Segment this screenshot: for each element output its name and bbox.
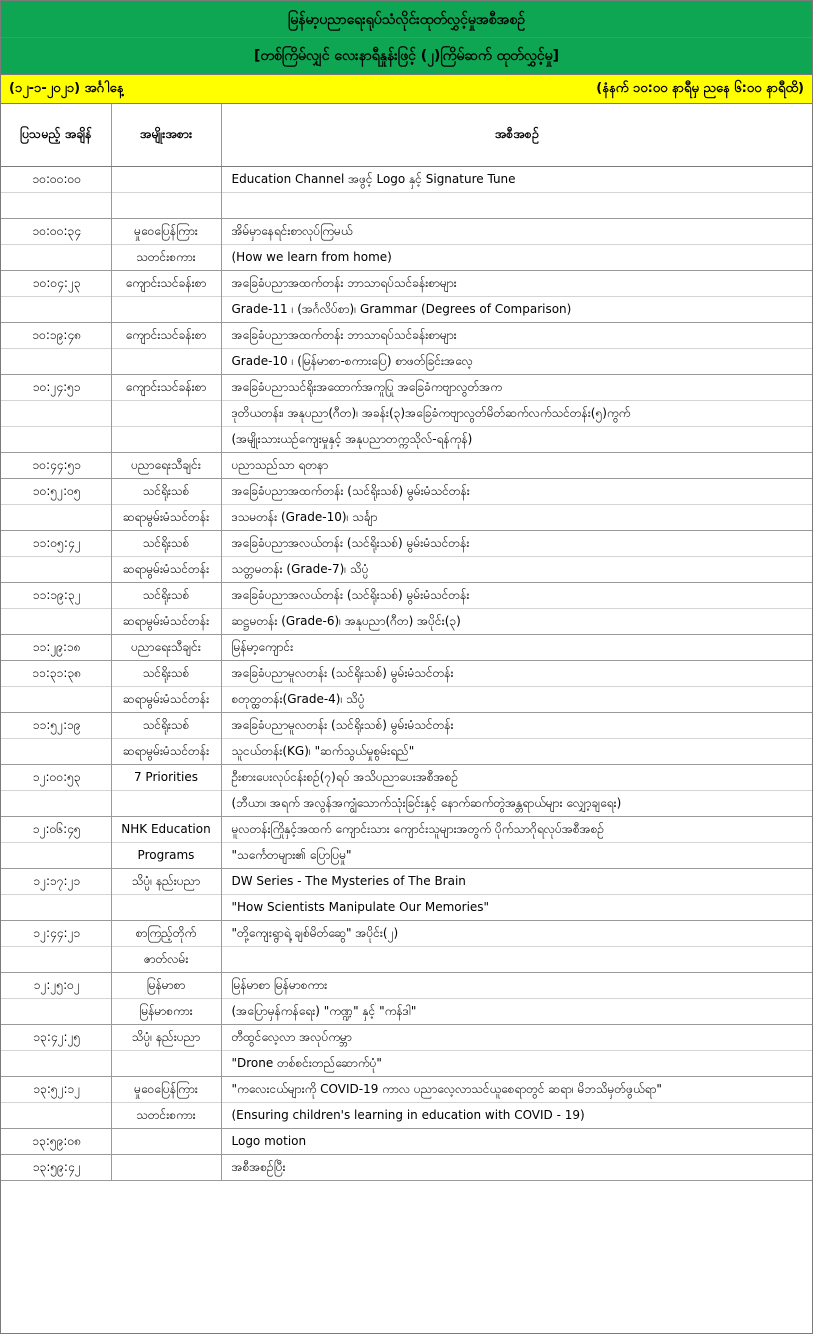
program-text: ဒုတိယတန်း၊ အနုပညာ(ဂီတ)၊ အခန်း(၃)အခြေခံကဗျာလွတ်မိတ်ဆက်လက်သင်တန်း(၅)ကွက် bbox=[222, 400, 813, 426]
cell-program bbox=[221, 583, 812, 635]
cell-time bbox=[1, 271, 111, 323]
cell-program bbox=[221, 661, 812, 713]
page-subtitle: [တစ်ကြိမ်လျှင် လေးနာရီနှုန်းဖြင့် (၂)ကြိမ်ဆက် ထုတ်လွှင့်မှု] bbox=[1, 38, 812, 75]
cell-category bbox=[111, 583, 221, 635]
table-row bbox=[1, 817, 812, 869]
table-header-row bbox=[1, 104, 812, 167]
program-text: ဦးစားပေးလုပ်ငန်းစဉ်(၇)ရပ် အသိပညာပေးအစီအစဉ် bbox=[231, 770, 459, 784]
cell-program bbox=[221, 817, 812, 869]
category-text: သင်ရိုးသစ် bbox=[142, 484, 190, 498]
category-text: ပညာရေးသီချင်း bbox=[131, 458, 201, 472]
program-text: "ကလေးငယ်များကို COVID-19 ကာလ ပညာလေ့လာသင်ယူစေရာတွင် ဆရာ၊ မိဘသိမှတ်ဖွယ်ရာ" bbox=[231, 1082, 662, 1096]
category-text: ဆရာမွမ်းမံသင်တန်း bbox=[112, 556, 221, 582]
category-text: သင်ရိုးသစ် bbox=[142, 536, 190, 550]
column-header-program: အစီအစဉ် bbox=[221, 104, 812, 167]
table-row bbox=[1, 973, 812, 1025]
cell-category bbox=[111, 973, 221, 1025]
cell-category bbox=[111, 1155, 221, 1181]
cell-program bbox=[221, 531, 812, 583]
table-row bbox=[1, 661, 812, 713]
category-text: မြန်မာစာ bbox=[146, 978, 186, 992]
table-row bbox=[1, 921, 812, 973]
category-text bbox=[112, 1129, 221, 1154]
program-text: အခြေခံပညာအလယ်တန်း (သင်ရိုးသစ်) မွမ်းမံသင်တန်း bbox=[231, 536, 470, 550]
category-text: ဆရာမွမ်းမံသင်တန်း bbox=[112, 608, 221, 634]
table-row bbox=[1, 1155, 812, 1181]
program-text: ဆဋ္ဌမတန်း (Grade-6)၊ အနုပညာ(ဂီတ) အပိုင်း(၃) bbox=[222, 608, 813, 634]
program-text: အခြေခံပညာမူလတန်း (သင်ရိုးသစ်) မွမ်းမံသင်တန်း bbox=[231, 666, 454, 680]
cell-category bbox=[111, 271, 221, 323]
program-text: Education Channel အဖွင့် Logo နှင့် Signature Tune bbox=[231, 172, 516, 186]
broadcast-hours: (နံနက် ၁၀:၀၀ နာရီမှ ညနေ ၆:၀၀ နာရီထိ) bbox=[596, 80, 804, 96]
table-row bbox=[1, 1129, 812, 1155]
cell-category bbox=[111, 635, 221, 661]
program-text: Logo motion bbox=[231, 1134, 307, 1148]
table-row bbox=[1, 531, 812, 583]
category-text: ဆရာမွမ်းမံသင်တန်း bbox=[112, 686, 221, 712]
cell-time bbox=[1, 375, 111, 453]
cell-time bbox=[1, 1155, 111, 1181]
cell-program bbox=[221, 713, 812, 765]
table-row bbox=[1, 479, 812, 531]
cell-program bbox=[221, 323, 812, 375]
category-text: 7 Priorities bbox=[133, 770, 199, 784]
time-text: ၁၂:၁၇:၂၁ bbox=[33, 874, 81, 888]
cell-time bbox=[1, 453, 111, 479]
program-text: ပညာသည်သာ ရတနာ bbox=[231, 458, 329, 472]
table-row bbox=[1, 765, 812, 817]
cell-category bbox=[111, 661, 221, 713]
category-text: ကျောင်းသင်ခန်းစာ bbox=[125, 380, 207, 394]
cell-time bbox=[1, 167, 111, 219]
table-row bbox=[1, 375, 812, 453]
program-text: အခြေခံပညာသင်ရိုးအထောက်အကူပြု အခြေခံကဗျာလွတ်အက bbox=[231, 380, 502, 394]
program-text: (ဘီယာ၊ အရက် အလွန်အကျွံသောက်သုံးခြင်းနှင့် နောက်ဆက်တွဲအန္တရာယ်များ လျှော့ချရေး) bbox=[222, 790, 813, 816]
program-text: စတုတ္ထတန်း(Grade-4)၊ သိပ္ပံ bbox=[222, 686, 813, 712]
category-text: NHK Education bbox=[121, 822, 211, 836]
program-text: အစီအစဉ်ပြီး bbox=[231, 1160, 286, 1174]
program-text: (Ensuring children's learning in education with COVID - 19) bbox=[222, 1102, 813, 1128]
time-text: ၁၂:၀၀:၅၃ bbox=[32, 770, 81, 784]
time-text: ၁၁:၅၂:၁၉ bbox=[32, 718, 81, 732]
program-text: မြန်မာ့ကျောင်း bbox=[231, 640, 294, 654]
category-text: မြန်မာစကား bbox=[112, 998, 221, 1024]
time-text: ၁၃:၄၂:၂၅ bbox=[33, 1030, 81, 1044]
program-text: Grade-11 ၊ (အင်္ဂလိပ်စာ)၊ Grammar (Degrees of Comparison) bbox=[222, 296, 813, 322]
program-text: အခြေခံပညာအလယ်တန်း (သင်ရိုးသစ်) မွမ်းမံသင်တန်း bbox=[231, 588, 470, 602]
table-row bbox=[1, 713, 812, 765]
program-text: (How we learn from home) bbox=[222, 244, 813, 270]
cell-time bbox=[1, 219, 111, 271]
category-text: ဆရာမွမ်းမံသင်တန်း bbox=[112, 738, 221, 764]
cell-program bbox=[221, 765, 812, 817]
time-text: ၁၃:၅၉:၀၈ bbox=[32, 1134, 82, 1148]
program-text: (အပြောမှန်ကန်ရေး) "ကဏ္ဍ" နှင့် "ကန်ဒါ" bbox=[222, 998, 813, 1024]
cell-time bbox=[1, 635, 111, 661]
table-row bbox=[1, 323, 812, 375]
category-text: သတင်းစကား bbox=[112, 244, 221, 270]
category-text: Programs bbox=[112, 842, 221, 868]
category-text: သင်ရိုးသစ် bbox=[142, 666, 190, 680]
table-row bbox=[1, 1077, 812, 1129]
time-text: ၁၃:၅၂:၁၂ bbox=[33, 1082, 81, 1096]
program-text: (အမျိုးသားယဉ်ကျေးမှုနှင့် အနုပညာတက္ကသိုလ်-ရန်ကုန်) bbox=[222, 426, 813, 452]
table-row bbox=[1, 869, 812, 921]
cell-program bbox=[221, 271, 812, 323]
category-text: သိပ္ပံ၊ နည်းပညာ bbox=[131, 874, 201, 888]
program-text: "How Scientists Manipulate Our Memories" bbox=[222, 894, 813, 920]
program-text: အခြေခံပညာမူလတန်း (သင်ရိုးသစ်) မွမ်းမံသင်တန်း bbox=[231, 718, 454, 732]
table-row bbox=[1, 583, 812, 635]
time-text: ၁၀:၅၂:၀၅ bbox=[32, 484, 81, 498]
time-text: ၁၀:၀၄:၂၃ bbox=[32, 276, 81, 290]
cell-time bbox=[1, 765, 111, 817]
time-text: ၁၀:၁၉:၄၈ bbox=[32, 328, 82, 342]
cell-category bbox=[111, 479, 221, 531]
program-text: မူလတန်းကြိုနှင့်အထက် ကျောင်းသား ကျောင်းသူများအတွက် ပိုက်သာဂိုရလုပ်အစီအစဉ် bbox=[231, 822, 605, 836]
cell-program bbox=[221, 921, 812, 973]
program-text: အခြေခံပညာအထက်တန်း ဘာသာရပ်သင်ခန်းစာများ bbox=[231, 328, 457, 342]
category-text bbox=[112, 1155, 221, 1180]
program-text: "သင်္ကေတများ၏ ပြောပြမှု" bbox=[222, 842, 813, 868]
cell-category bbox=[111, 531, 221, 583]
cell-program bbox=[221, 219, 812, 271]
cell-program bbox=[221, 167, 812, 219]
table-row bbox=[1, 167, 812, 219]
cell-category bbox=[111, 1129, 221, 1155]
time-text: ၁၃:၅၉:၄၂ bbox=[32, 1160, 81, 1174]
program-text bbox=[222, 192, 813, 218]
cell-program bbox=[221, 479, 812, 531]
cell-time bbox=[1, 713, 111, 765]
schedule-table bbox=[1, 104, 812, 1181]
time-text: ၁၂:၂၅:၀၂ bbox=[33, 978, 80, 992]
cell-program bbox=[221, 1025, 812, 1077]
program-text: ဒသမတန်း (Grade-10)၊ သင်္ချာ bbox=[222, 504, 813, 530]
program-text: တီထွင်လေ့လာ အလုပ်ကမ္ဘာ bbox=[231, 1030, 352, 1044]
table-row bbox=[1, 635, 812, 661]
category-text bbox=[112, 167, 221, 192]
time-text: ၁၀:၀၀:၃၄ bbox=[32, 224, 82, 238]
category-text: ကျောင်းသင်ခန်းစာ bbox=[125, 276, 207, 290]
column-header-time: ပြသမည့် အချိန် bbox=[1, 104, 111, 167]
page-title: မြန်မာ့ပညာရေးရုပ်သံလိုင်းထုတ်လွှင့်မှုအစီအစဉ် bbox=[1, 1, 812, 38]
cell-category bbox=[111, 323, 221, 375]
program-text: သတ္တမတန်း (Grade-7)၊ သိပ္ပံ bbox=[222, 556, 813, 582]
cell-program bbox=[221, 635, 812, 661]
program-text: "တို့ကျေးရွာရဲ့ ချစ်မိတ်ဆွေ" အပိုင်း(၂) bbox=[231, 926, 399, 940]
cell-time bbox=[1, 1077, 111, 1129]
cell-time bbox=[1, 661, 111, 713]
cell-program bbox=[221, 973, 812, 1025]
cell-program bbox=[221, 869, 812, 921]
column-header-category: အမျိုးအစား bbox=[111, 104, 221, 167]
category-text: ပညာရေးသီချင်း bbox=[131, 640, 201, 654]
table-row bbox=[1, 1025, 812, 1077]
time-text: ၁၁:၂၉:၁၈ bbox=[32, 640, 81, 654]
table-row bbox=[1, 219, 812, 271]
time-text: ၁၁:၀၅:၄၂ bbox=[32, 536, 81, 550]
cell-time bbox=[1, 583, 111, 635]
cell-category bbox=[111, 219, 221, 271]
program-text bbox=[222, 946, 813, 972]
cell-category bbox=[111, 375, 221, 453]
cell-time bbox=[1, 1025, 111, 1077]
program-text: မြန်မာစာ မြန်မာစကား bbox=[231, 978, 328, 992]
category-text: သင်ရိုးသစ် bbox=[142, 588, 190, 602]
cell-program bbox=[221, 1155, 812, 1181]
cell-time bbox=[1, 479, 111, 531]
time-text: ၁၂:၀၆:၄၅ bbox=[32, 822, 81, 836]
category-text: ဇာတ်လမ်း bbox=[112, 946, 221, 972]
program-text: အခြေခံပညာအထက်တန်း (သင်ရိုးသစ်) မွမ်းမံသင်တန်း bbox=[231, 484, 470, 498]
program-text: Grade-10 ၊ (မြန်မာစာ-စကားပြေ) စာဖတ်ခြင်းအလေ့ bbox=[222, 348, 813, 374]
category-text: မှုဝေပြေန်ကြား bbox=[134, 224, 198, 238]
cell-category bbox=[111, 713, 221, 765]
cell-time bbox=[1, 817, 111, 869]
category-text: ကျောင်းသင်ခန်းစာ bbox=[125, 328, 207, 342]
cell-time bbox=[1, 323, 111, 375]
cell-category bbox=[111, 167, 221, 219]
program-text: "Drone တစ်စင်းတည်ဆောက်ပုံ" bbox=[222, 1050, 813, 1076]
category-text: စာကြည့်တိုက် bbox=[135, 926, 197, 940]
category-text: သတင်းစကား bbox=[112, 1102, 221, 1128]
time-text: ၁၀:၀၀:၀၀ bbox=[32, 172, 82, 186]
time-text: ၁၁:၁၉:၃၂ bbox=[32, 588, 81, 602]
cell-time bbox=[1, 973, 111, 1025]
time-text: ၁၁:၃၁:၃၈ bbox=[32, 666, 82, 680]
cell-program bbox=[221, 375, 812, 453]
time-text: ၁၂:၄၄:၂၁ bbox=[33, 926, 81, 940]
time-text: ၁၀:၂၄:၅၁ bbox=[32, 380, 81, 394]
cell-category bbox=[111, 817, 221, 869]
category-text: သင်ရိုးသစ် bbox=[142, 718, 190, 732]
program-text: DW Series - The Mysteries of The Brain bbox=[231, 874, 466, 888]
table-row bbox=[1, 271, 812, 323]
cell-time bbox=[1, 1129, 111, 1155]
cell-category bbox=[111, 1077, 221, 1129]
cell-program bbox=[221, 1077, 812, 1129]
category-text: သိပ္ပံ၊ နည်းပညာ bbox=[131, 1030, 201, 1044]
cell-program bbox=[221, 453, 812, 479]
cell-program bbox=[221, 1129, 812, 1155]
broadcast-date: (၁၂-၁-၂၀၂၁) အင်္ဂါနေ့ bbox=[9, 80, 124, 96]
program-text: အိမ်မှာနေရင်းစာလုပ်ကြမယ် bbox=[231, 224, 353, 238]
time-text: ၁၀:၄၄:၅၁ bbox=[32, 458, 82, 472]
category-text: မှုဝေပြေန်ကြား bbox=[134, 1082, 198, 1096]
cell-category bbox=[111, 869, 221, 921]
table-row bbox=[1, 453, 812, 479]
cell-category bbox=[111, 921, 221, 973]
program-text: သူငယ်တန်း(KG)၊ "ဆက်သွယ်မှုစွမ်းရည်" bbox=[222, 738, 813, 764]
cell-time bbox=[1, 921, 111, 973]
program-text: အခြေခံပညာအထက်တန်း ဘာသာရပ်သင်ခန်းစာများ bbox=[231, 276, 457, 290]
category-text: ဆရာမွမ်းမံသင်တန်း bbox=[112, 504, 221, 530]
cell-time bbox=[1, 531, 111, 583]
date-bar bbox=[1, 75, 812, 104]
cell-category bbox=[111, 453, 221, 479]
cell-category bbox=[111, 765, 221, 817]
cell-category bbox=[111, 1025, 221, 1077]
cell-time bbox=[1, 869, 111, 921]
